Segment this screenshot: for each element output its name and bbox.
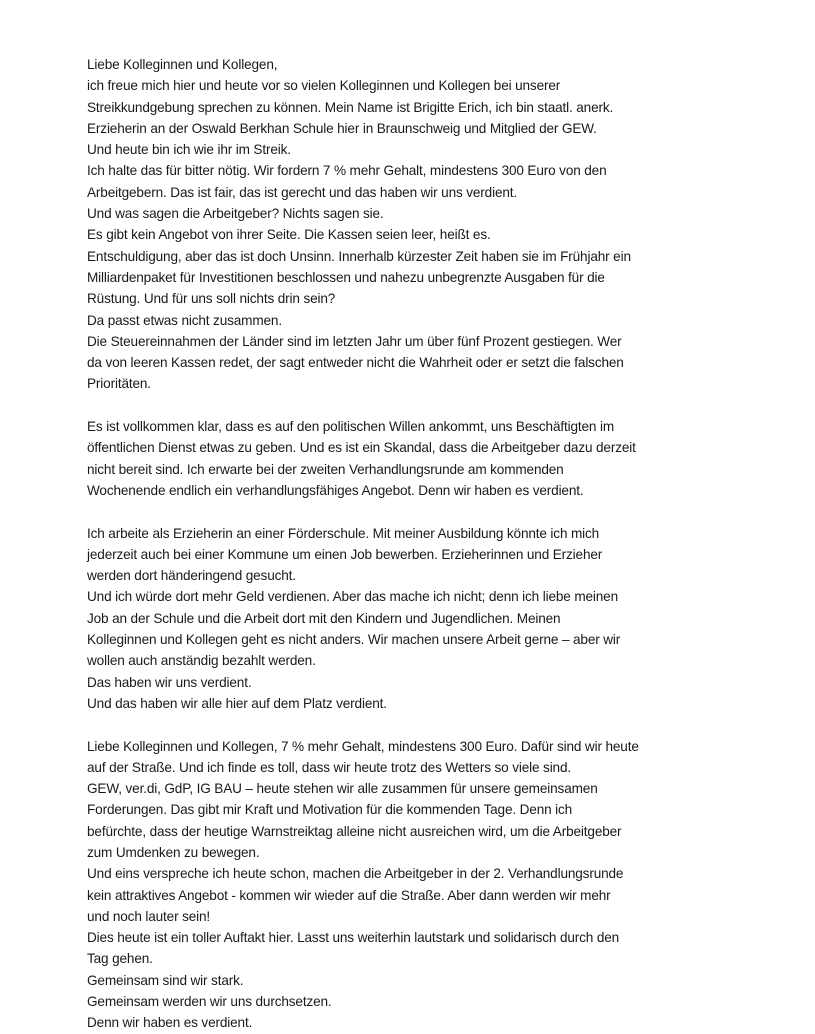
text-line: Und ich würde dort mehr Geld verdienen. Aber das mache ich nicht; denn ich liebe meinen [87, 589, 619, 605]
text-line: Ich arbeite als Erzieherin an einer Förderschule. Mit meiner Ausbildung könnte ich mich [87, 525, 600, 541]
text-line: zum Umdenken zu bewegen. [87, 844, 260, 860]
text-line: Denn wir haben es verdient. [87, 1015, 253, 1031]
paragraph-3 [87, 523, 787, 715]
text-line: Kolleginnen und Kollegen geht es nicht anders. Wir machen unsere Arbeit gerne – aber wir [87, 632, 621, 648]
text-line: Erzieherin an der Oswald Berkhan Schule hier in Braunschweig und Mitglied der GEW. [87, 120, 597, 136]
text-line: Liebe Kolleginnen und Kollegen, 7 % mehr Gehalt, mindestens 300 Euro. Dafür sind wir heute [87, 738, 639, 754]
text-line: öffentlichen Dienst etwas zu geben. Und es ist ein Skandal, dass die Arbeitgeber dazu derzeit [87, 440, 636, 456]
text-line: Wochenende endlich ein verhandlungsfähiges Angebot. Denn wir haben es verdient. [87, 482, 584, 498]
text-line: Tag gehen. [87, 951, 153, 967]
text-line: Forderungen. Das gibt mir Kraft und Motivation für die kommenden Tage. Denn ich [87, 802, 573, 818]
text-line: Ich halte das für bitter nötig. Wir fordern 7 % mehr Gehalt, mindestens 300 Euro von den [87, 163, 607, 179]
text-line: Rüstung. Und für uns soll nichts drin sein? [87, 291, 336, 307]
text-line: nicht bereit sind. Ich erwarte bei der zweiten Verhandlungsrunde am kommenden [87, 461, 564, 477]
text-line: Und eins verspreche ich heute schon, machen die Arbeitgeber in der 2. Verhandlungsrunde [87, 866, 624, 882]
text-line: wollen auch anständig bezahlt werden. [87, 653, 316, 669]
text-line: Milliardenpaket für Investitionen beschlossen und nahezu unbegrenzte Ausgaben für die [87, 269, 605, 285]
text-line: Das haben wir uns verdient. [87, 674, 252, 690]
paragraph-2 [87, 416, 787, 501]
text-line: werden dort händeringend gesucht. [87, 568, 296, 584]
text-line: GEW, ver.di, GdP, IG BAU – heute stehen wir alle zusammen für unsere gemeinsamen [87, 781, 598, 797]
text-line: befürchte, dass der heutige Warnstreiktag alleine nicht ausreichen wird, um die Arbeitgeber [87, 823, 622, 839]
text-line: auf der Straße. Und ich finde es toll, dass wir heute trotz des Wetters so viele sind. [87, 759, 572, 775]
text-line: Entschuldigung, aber das ist doch Unsinn. Innerhalb kürzester Zeit haben sie im Frühjahr ein [87, 248, 631, 264]
text-line: Und heute bin ich wie ihr im Streik. [87, 142, 291, 158]
text-line: Gemeinsam werden wir uns durchsetzen. [87, 994, 332, 1010]
text-line: kein attraktives Angebot - kommen wir wieder auf die Straße. Aber dann werden wir mehr [87, 887, 611, 903]
text-line: ich freue mich hier und heute vor so vielen Kolleginnen und Kollegen bei unserer [87, 78, 561, 94]
text-line: Gemeinsam sind wir stark. [87, 972, 244, 988]
text-line: Es ist vollkommen klar, dass es auf den politischen Willen ankommt, uns Beschäftigten im [87, 419, 615, 435]
text-line: Dies heute ist ein toller Auftakt hier. Lasst uns weiterhin lautstark und solidarisch durch den [87, 930, 620, 946]
speech-document [87, 54, 787, 1034]
text-line: jederzeit auch bei einer Kommune um einen Job bewerben. Erzieherinnen und Erzieher [87, 546, 603, 562]
text-line: Prioritäten. [87, 376, 151, 392]
text-line: Da passt etwas nicht zusammen. [87, 312, 282, 328]
text-line: Streikkundgebung sprechen zu können. Mein Name ist Brigitte Erich, ich bin staatl. anerk. [87, 99, 614, 115]
text-line: Es gibt kein Angebot von ihrer Seite. Die Kassen seien leer, heißt es. [87, 227, 491, 243]
paragraph-1 [87, 54, 787, 395]
paragraph-4 [87, 736, 787, 1034]
text-line: Job an der Schule und die Arbeit dort mit den Kindern und Jugendlichen. Meinen [87, 610, 561, 626]
text-line: Die Steuereinnahmen der Länder sind im letzten Jahr um über fünf Prozent gestiegen. Wer [87, 333, 622, 349]
text-line: Liebe Kolleginnen und Kollegen, [87, 57, 278, 72]
text-line: Arbeitgebern. Das ist fair, das ist gerecht und das haben wir uns verdient. [87, 184, 518, 200]
text-line: und noch lauter sein! [87, 908, 211, 924]
text-line: Und was sagen die Arbeitgeber? Nichts sagen sie. [87, 206, 384, 222]
text-line: da von leeren Kassen redet, der sagt entweder nicht die Wahrheit oder er setzt die falschen [87, 355, 624, 371]
text-line: Und das haben wir alle hier auf dem Platz verdient. [87, 695, 387, 711]
